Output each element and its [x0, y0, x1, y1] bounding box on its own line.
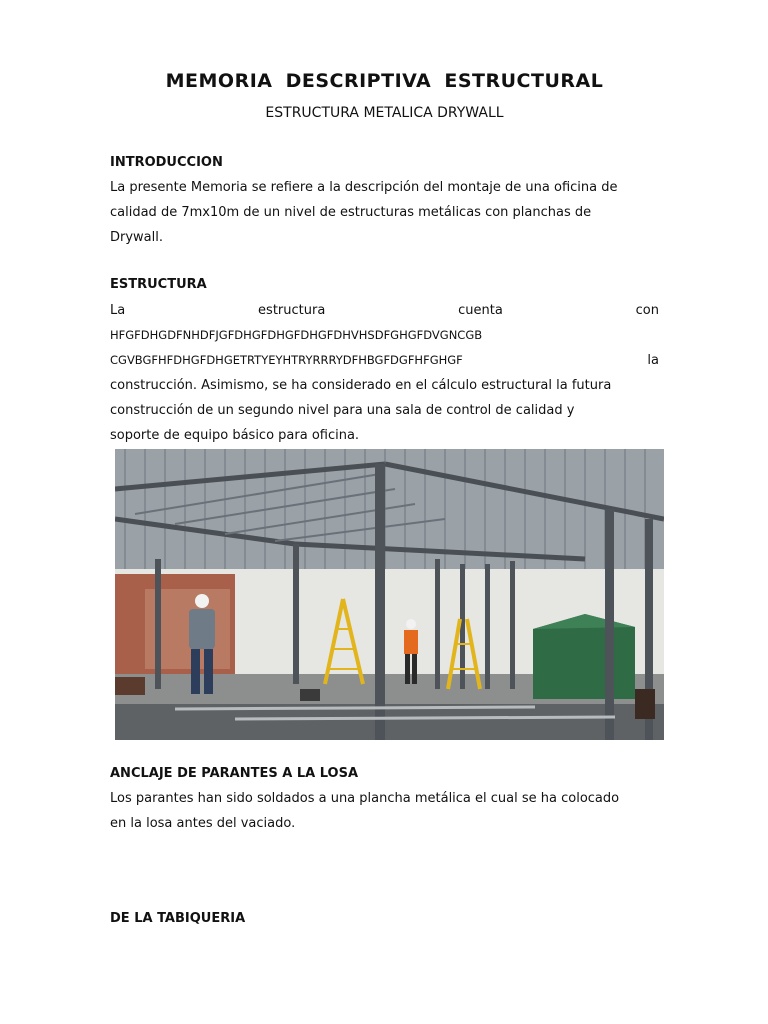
estructura-code-line: CGVBGFHFDHGFDHGETRTYEYHTRYRRRYDFHBGFDGFHFGHGF la	[110, 353, 659, 368]
anclaje-heading: ANCLAJE DE PARANTES A LA LOSA	[110, 766, 359, 781]
estructura-code-line: HFGFDHGDFNHDFJGFDHGFDHGFDHGFDHVHSDFGHGFDVGNCGB	[110, 328, 483, 342]
intro-line: Drywall.	[110, 230, 164, 245]
intro-line: La presente Memoria se refiere a la descripción del montaje de una oficina de	[110, 180, 618, 195]
estructura-line: construcción de un segundo nivel para una sala de control de calidad y	[110, 403, 575, 418]
anclaje-line: Los parantes han sido soldados a una plancha metálica el cual se ha colocado	[110, 791, 620, 806]
intro-line: calidad de 7mx10m de un nivel de estructuras metálicas con planchas de	[110, 205, 592, 220]
anclaje-paragraph	[110, 786, 659, 836]
estructura-line: soporte de equipo básico para oficina.	[110, 428, 360, 443]
intro-paragraph	[110, 175, 659, 250]
estructura-paragraph	[110, 298, 659, 448]
estructura-heading: ESTRUCTURA	[110, 277, 207, 292]
intro-heading: INTRODUCCION	[110, 155, 223, 170]
estructura-line: La estructura cuenta con	[110, 303, 659, 318]
estructura-line: construcción. Asimismo, se ha considerado en el cálculo estructural la futura	[110, 378, 612, 393]
anclaje-line: en la losa antes del vaciado.	[110, 816, 296, 831]
construction-scene	[115, 449, 664, 740]
document-subtitle: ESTRUCTURA METALICA DRYWALL	[265, 105, 504, 121]
tabiqueria-heading: DE LA TABIQUERIA	[110, 911, 246, 926]
document-title: MEMORIA DESCRIPTIVA ESTRUCTURAL	[165, 70, 604, 92]
construction-photo	[115, 449, 664, 740]
